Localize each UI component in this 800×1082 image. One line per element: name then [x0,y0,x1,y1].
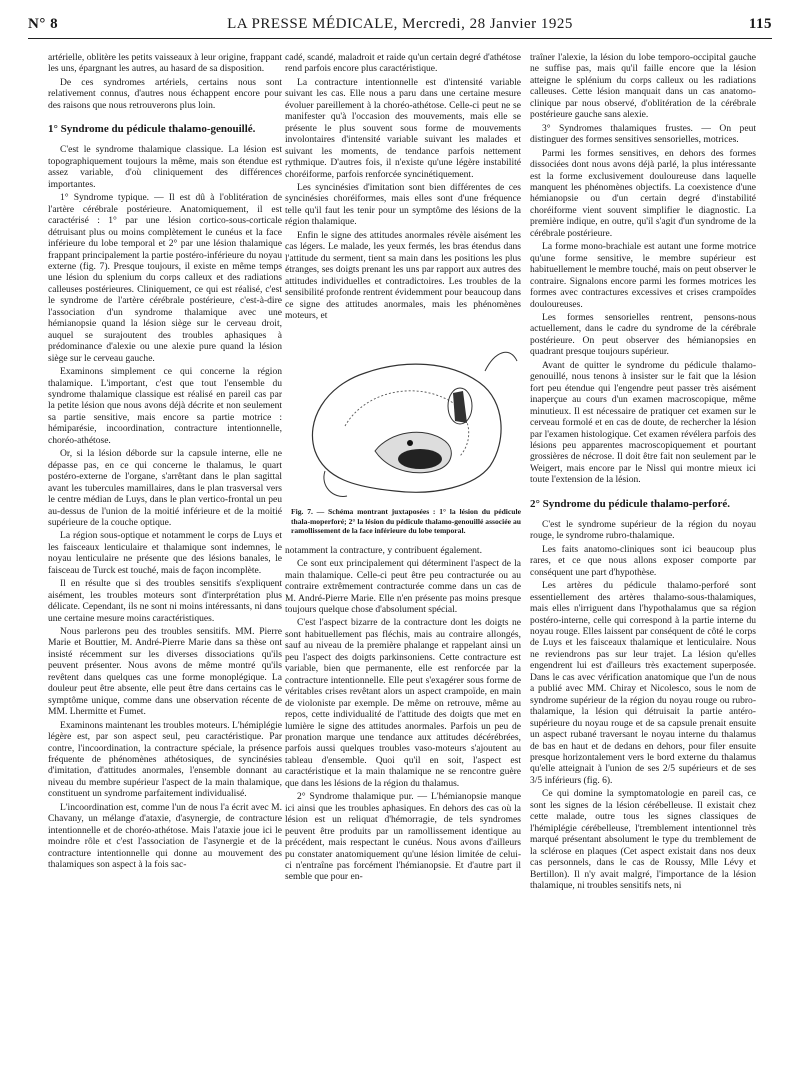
paragraph: Il en résulte que si des troubles sensitifs s'expliquent aisément, les troubles moteurs sont d'interprétation plus délicate. Cependant, ils ne sont ni moins intéressants, ni dans une certaine mesure moins caractéristiques. [48,578,282,624]
paragraph: Les faits anatomo-cliniques sont ici beaucoup plus rares, et ce que nous allons exposer comporte par conséquent une part d'hypothèse. [530,543,756,578]
paragraph: De ces syndromes artériels, certains nous sont relativement connus, d'autres nous échappent encore pour des raisons que nous retrouverons plus loin. [48,76,282,111]
column-1 [48,52,282,873]
paragraph: 1° Syndrome typique. — Il est dû à l'oblitération de l'artère cérébrale postérieure. Anatomiquement, il est caractérisé : 1° par une lésion cortico-sous-corticale détruisant plus ou moins complètement le cunéus et la face inférieure du lobe temporal et 2° par une lésion thalamique frappant principalement la partie postéro-inférieure du noyau externe (fig. 7). Presque toujours, il existe en même temps une lésion du splenium du corps calleux et des radiations calleuses postérieures. Cliniquement, ce qui est réalisé, c'est le syndrome de l'artère cérébrale postérieure, c'est-à-dire l'association d'un syndrome thalamique avec une hémianopsie quand la lésion siège sur le cerveau droit, auquel se surajoutent des troubles aphasiques à prédominance d'alexie ou une alexie pure quand la lésion siège sur le cerveau gauche. [48,192,282,364]
paragraph: Or, si la lésion déborde sur la capsule interne, elle ne dépasse pas, en ce qui concerne le thalamus, le quart postéro-externe de l'organe, s'arrêtant dans le plan sagittal avant les tubercules mamillaires, dans le plan trasversal vers le centre médian de Luys, dans le plan vertico-frontal un peu au-dessus de l'union de la moitié inférieure et de la moitié supérieure de la couche optique. [48,448,282,528]
paragraph: artérielle, oblitère les petits vaisseaux à leur origine, frappant les uns, épargnant les autres, au hasard de sa disposition. [48,52,282,75]
paragraph: Nous parlerons peu des troubles sensitifs. MM. Pierre Marie et Bouttier, M. André-Pierre Marie dans sa thèse ont insisté récemment sur les diverses dissociations qu'ils peuvent présenter. Nous avons de même montré qu'ils revêtent dans quelques cas une forme monoplégique. La douleur peut être absente, elle peut être dans certains cas le symptôme unique, comme dans une observation récente de MM. Lhermitte et Fumet. [48,626,282,718]
paragraph: cadé, scandé, maladroit et raide qu'un certain degré d'athétose rend parfois encore plus caractéristique. [285,52,521,75]
paragraph: Les artères du pédicule thalamo-perforé sont essentiellement des artères thalamo-sous-thalamiques, mais elles n'irriguent dans l'hypothalamus que sa région postéro-interne, celle qui correspond à la partie interne du noyau rouge. Elles laissent par conséquent de côté le corps de Luys et les faisceaux thalamique et lenticulaire. Nous ne reviendrons pas sur leur trajet. La lésion qu'elles engendrent lui est d'ailleurs très exactement superposée. Dans le cas avec vérification anatomique que l'un de nous a publié avec MM. Chiray et Nicolesco, sous le nom de syndrome supérieur de la région du noyau rouge ou rubro-thalamique, la lésion qui détruisait la partie antéro-supérieure du noyau rouge et de sa capsule prenait ensuite un aspect rubané traversant le noyau interne du thalamus de bas en haut et de dedans en dehors, pour filer ensuite presque horizontalement vers le bord externe du thalamus qu'elle atteignait à l'union de ses 2/5 supérieurs et de ses 3/5 inférieurs (fig. 6). [530,580,756,786]
section-heading: 1° Syndrome du pédicule thalamo-genouillé. [48,123,256,136]
issue-number: N° 8 [28,16,59,32]
page-number: 115 [748,16,772,32]
paragraph: Avant de quitter le syndrome du pédicule thalamo-genouillé, nous tenons à insister sur le fait que la lésion fort peu étendue qui l'engendre peut passer très aisément inaperçue au cours d'un examen macroscopique, même minutieux. Il est nécessaire de pratiquer cet examen sur le cerveau formolé et en cas de doute, de rechercher la lésion par l'examen histologique. Cet examen révélera parfois des lésions peu apparentes macroscopiquement et pourtant grossières de nécrose. Il doit être fait non seulement par le Weigert, mais encore par le Nissl qui montre mieux ici toute l'extension de la lésion. [530,359,756,486]
paragraph: Ce qui domine la symptomatologie en pareil cas, ce sont les signes de la lésion cérébelleuse. Il existait chez cette malade, outre tous les signes classiques de l'hémiplégie cérébelleuse, l'tremblement intentionnel très marqué présentant absolument le type du tremblement de la sclérose en plaques (Cet aspect existait dans nos deux cas personnels, dans le cas de Roussy, Mlle Lévy et Bertillon). Il n'y avait malgré, l'importance de la lésion thalamique, ni troubles sensitifs nets, ni [530,788,756,891]
paragraph: C'est le syndrome supérieur de la région du noyau rouge, le syndrome rubro-thalamique. [530,518,756,542]
paragraph: Enfin le signe des attitudes anormales révèle aisément les cas légers. Le malade, les yeux fermés, les bras étendus dans l'attitude du serment, tient sa main dans les positions les plus étranges, ses doigts prenant les uns par rapport aux autres des attitudes individuelles et contradictoires. Les troubles de la sensibilité profonde rentrent évidemment pour beaucoup dans ce signe des attitudes anormales, mais les phénomènes moteurs, et [285,229,521,321]
paragraph: La forme mono-brachiale est autant une forme motrice qu'une forme sensitive, le membre supérieur est habituellement le membre touché, mais on peut observer le contraire. Signalons encore parmi les formes motrices les formes avec contractures excessives et crises crampoïdes douloureuses. [530,241,756,310]
paragraph: C'est le syndrome thalamique classique. La lésion est topographiquement toujours la même, mais son étendue est assez variable, d'où cliniquement des différences importantes. [48,144,282,190]
journal-title: LA PRESSE MÉDICALE, Mercredi, 28 Janvier 1925 [227,16,573,32]
paragraph: L'incoordination est, comme l'un de nous l'a écrit avec M. Chavany, un mélange d'ataxie, d'asynergie, de contracture intentionnelle et de choréo-athétose. Mais l'ataxie joue ici le moindre rôle et c'est l'association de l'asynergie et de la contracture intentionnelle qui donne au mouvement des thalamiques son aspect à la fois sac- [48,801,282,871]
column-3 [530,52,756,893]
paragraph: C'est l'aspect bizarre de la contracture dont les doigts ne sont habituellement pas fléchis, mais au contraire allongés, sauf au niveau de la première phalange et rappelant ainsi un peu l'aspect des doigts parkinsoniens. Cette contracture est variable, bien que permanente, elle est renforcée par la contracture intentionnelle. Elle peut s'exagérer sous forme de véritables crises revêtant alors un aspect crampoïde, en main de violoniste par exemple. De même on retrouve, même au repos, cette individualité de l'attitude des doigts que met en lumière le signe des attitudes anormales. Parfois un peu de pronation marque une tendance aux attitudes décérébrées, parfois aussi quelques troubles vaso-moteurs s'ajoutent au tableau d'ensemble. Quoi qu'il en soit, l'aspect est caractéristique et la main thalamique ne se rencontre guère que dans les lésions de la région du thalamus. [285,617,521,789]
paragraph: traîner l'alexie, la lésion du lobe temporo-occipital gauche ne suffise pas, mais qu'il faille encore que la lésion atteigne le splénium du corps calleux ou les radiations calleuses. Cette lésion manquait dans un cas anatomo-clinique par nous observé, d'oblitération de la cérébrale postérieure gauche sans alexie. [530,52,756,121]
paragraph: La contracture intentionnelle est d'intensité variable suivant les cas. Elle nous a paru dans une certaine mesure évoluer pareillement à la choréo-athétose. Celle-ci peut ne se manifester qu'à l'occasion des mouvements, mais elle se présente le plus souvent sous forme de mouvements involontaires d'intensité variable suivant les malades et suivant les moments, de tendance parfois nettement rythmique. D'autres fois, il n'existe qu'une légère instabilité choréiforme, parfois renforcée syncinétiquement. [285,76,521,180]
paragraph: Les syncinésies d'imitation sont bien différentes de ces syncinésies choréiformes, mais elles sont d'une fréquence telle qu'il faut les tenir pour un symptôme des lésions de la région thalamique. [285,181,521,228]
page-header [28,14,772,39]
brain-schema-drawing [285,331,521,503]
paragraph: La région sous-optique et notamment le corps de Luys et les faisceaux lenticulaire et thalamique sont indemnes, le noyau lenticulaire ne présente que des lésions banales, le faisceau de Turck est touché, mais de façon incomplète. [48,530,282,576]
column-2 [285,52,521,885]
figure-caption: Fig. 7. — Schéma montrant juxtaposées : 1° la lésion du pédicule thala-moperforé; 2° la lésion du pédicule thalamo-genouillé associée au ramollissement de la face inférieure du lobe temporal. [291,507,521,535]
paragraph: Examinons maintenant les troubles moteurs. L'hémiplégie légère est, par son aspect seul, peu caractéristique. Par contre, l'incoordination, la contracture spéciale, la présence fréquente de phénomènes athétosiques, de syncinésies d'imitation, d'attitudes anormales, l'ensemble donnant au niveau du membre supérieur l'aspect de la main thalamique, constituent un syndrome parfaitement individualisé. [48,719,282,800]
paragraph: Examinons simplement ce qui concerne la région thalamique. L'important, c'est que tout l'ensemble du syndrome thalamique classique est réalisé en pareil cas par la petite lésion que nous avons déjà décrite et non seulement sa partie sensitive, mais encore sa partie motrice : hémiparésie, incoordination, contracture intentionnelle, choréo-athétose. [48,366,282,446]
paragraph: Parmi les formes sensitives, en dehors des formes dissociées dont nous avons déjà parlé, la plus intéressante est la forme exclusivement douloureuse dans laquelle manquent les phénomènes objectifs. La coexistence d'une hémianopsie ou d'un certain degré d'instabilité choréiforme vient souvent simplifier le diagnostic. La première indique, en outre, qu'il s'agit d'un syndrome de la cérébrale postérieure. [530,147,756,239]
paragraph: 3° Syndromes thalamiques frustes. — On peut distinguer des formes sensitives sensorielles, motrices. [530,122,756,146]
brain-schema-figure [285,331,521,503]
paragraph: notamment la contracture, y contribuent également. [285,544,482,556]
paragraph: Les formes sensorielles rentrent, pensons-nous actuellement, dans le cadre du syndrome de la cérébrale postérieure. On peut observer des hémianopsies en quadrant presque toujours supérieur. [530,311,756,358]
section-heading: 2° Syndrome du pédicule thalamo-perforé. [530,497,731,510]
paragraph: Ce sont eux principalement qui déterminent l'aspect de la main thalamique. Celle-ci peut être peu contracturée ou au contraire extrêmement contracturée comme dans un cas de M. André-Pierre Marie. Elle n'en présente pas moins presque toujours quelque chose d'absolument spécial. [285,558,521,616]
paragraph: 2° Syndrome thalamique pur. — L'hémianopsie manque ici ainsi que les troubles aphasiques. En dehors des cas où la lésion est un reliquat d'hémorragie, de tels syndromes peuvent être produits par un ramollissement identique au précédent, mais respectant le cunéus. Nous avons d'ailleurs pu constater anatomiquement qu'une lésion limitée de celui-ci n'entraîne pas forcément l'hémianopsie. Et d'autre part il semble que pour en- [285,791,521,883]
